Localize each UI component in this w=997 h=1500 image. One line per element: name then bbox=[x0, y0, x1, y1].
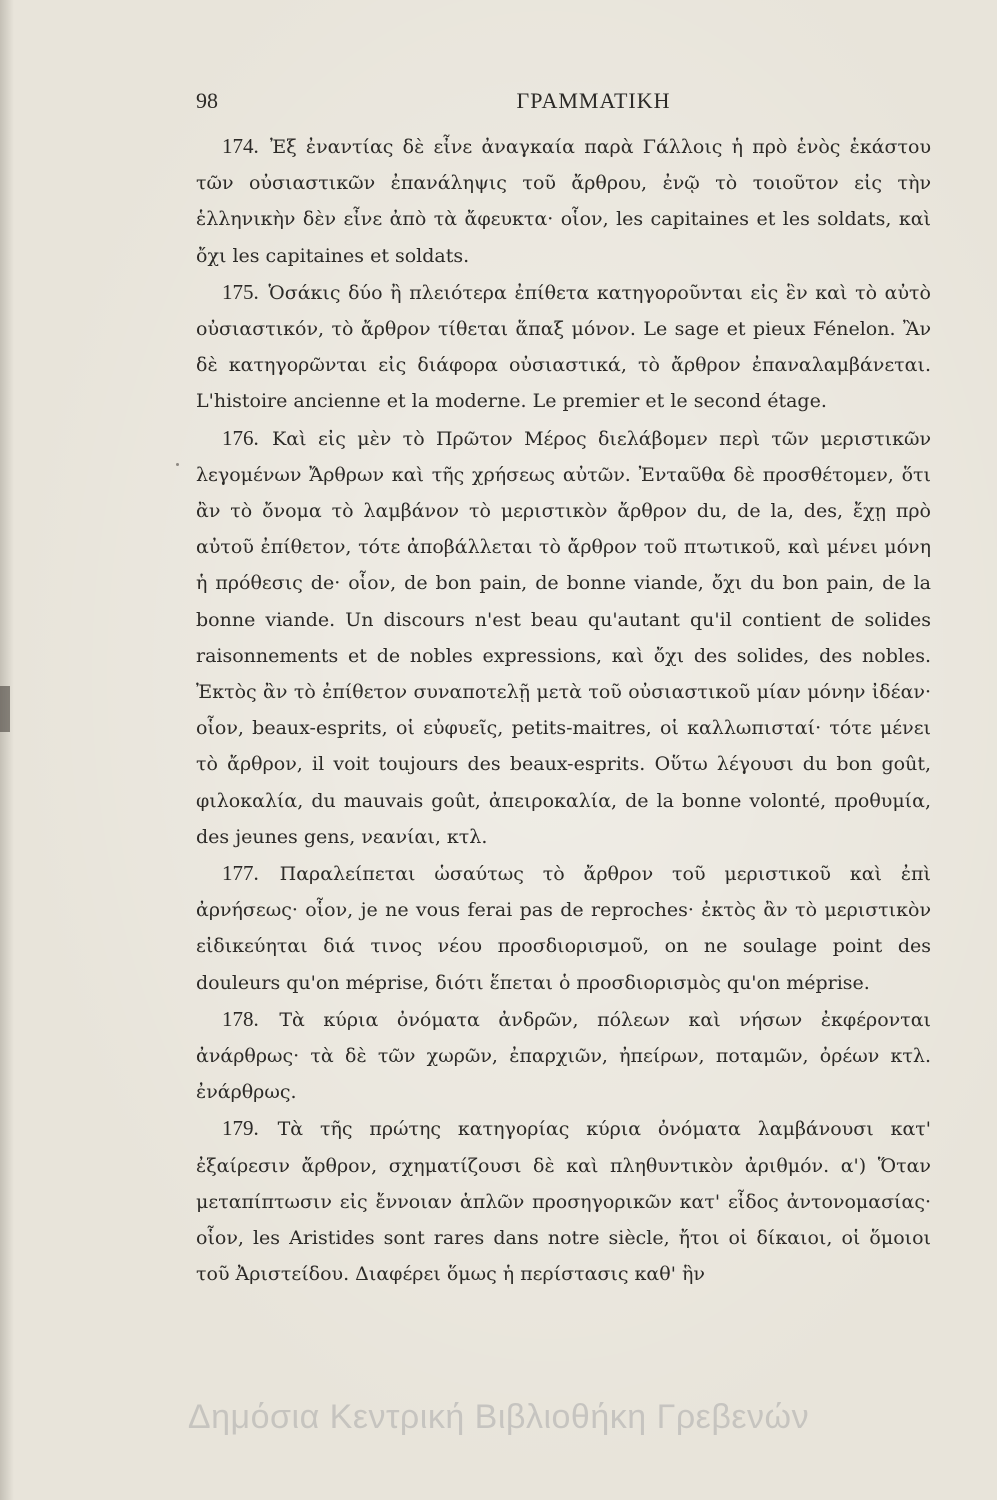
paragraph-text: Τὰ κύρια ὀνόματα ἀνδρῶν, πόλεων καὶ νήσων ἐκφέρονται ἀνάρθρως· τὰ δὲ τῶν χωρῶν, ἐπαρχιῶν, ἠπείρων, ποταμῶν, ὀρέων κτλ. ἐνάρθρως. bbox=[196, 1008, 931, 1104]
page-header bbox=[196, 88, 931, 118]
paragraph-text: Τὰ τῆς πρώτης κατηγορίας κύρια ὀνόματα λαμβάνουσι κατ' ἐξαίρεσιν ἄρθρον, σχηματίζουσι δὲ καὶ πληθυντικὸν ἀριθμόν. α') Ὅταν μεταπίπτωσιν εἰς ἔννοιαν ἁπλῶν προσηγορικῶν κατ' εἶδος ἀντονομασίας· οἷον, les Aristides sont rares dans notre siècle, ἤτοι οἱ δίκαιοι, οἱ ὅμοιοι τοῦ Ἀριστείδου. Διαφέρει ὅμως ἡ περίστασις καθ' ἣν bbox=[196, 1118, 932, 1286]
paragraph-text: Ἐξ ἐναντίας δὲ εἶνε ἀναγκαία παρὰ Γάλλοις ἡ πρὸ ἑνὸς ἑκάστου τῶν οὐσιαστικῶν ἐπανάληψις τοῦ ἄρθρου, ἐνῷ τὸ τοιοῦτον εἰς τὴν ἑλληνικὴν δὲν εἶνε ἀπὸ τὰ ἄφευκτα· οἷον, les capitaines et les soldats, καὶ ὄχι les capitaines et soldats. bbox=[196, 136, 931, 267]
paragraph-text: Ὁσάκις δύο ἢ πλειότερα ἐπίθετα κατηγοροῦνται εἰς ἓν καὶ τὸ αὐτὸ οὐσιαστικόν, τὸ ἄρθρον τίθεται ἅπαξ μόνον. Le sage et pieux Fénelon. Ἂν δὲ κατηγορῶνται εἰς διάφορα οὐσιαστικά, τὸ ἄρθρον ἐπαναλαμβάνεται. L'histoire ancienne et la moderne. Le premier et le second étage. bbox=[196, 281, 932, 413]
section-number: 174. bbox=[222, 134, 259, 158]
page-edge-shadow bbox=[0, 0, 14, 1500]
section-number: 177. bbox=[222, 861, 259, 886]
page-number: 98 bbox=[196, 88, 218, 113]
ink-speck bbox=[176, 463, 179, 466]
paragraph-176 bbox=[196, 420, 931, 855]
section-number: 176. bbox=[222, 425, 259, 450]
paragraph-text: Καὶ εἰς μὲν τὸ Πρῶτον Μέρος διελάβομεν περὶ τῶν μεριστικῶν λεγομένων Ἄρθρων καὶ τῆς χρήσεως αὐτῶν. Ἐνταῦθα δὲ προσθέτομεν, ὅτι ἂν τὸ ὄνομα τὸ λαμβάνον τὸ μεριστικὸν ἄρθρον du, de la, des, ἔχῃ πρὸ αὐτοῦ ἐπίθετον, τότε ἀποβάλλεται τὸ ἄρθρον τοῦ πτωτικοῦ, καὶ μένει μόνη ἡ πρόθεσις de· οἷον, de bon pain, de bonne viande, ὄχι du bon pain, de la bonne viande. Un discours n'est beau qu'autant qu'il contient de solides raisonnements et de nobles expressions, καὶ ὄχι des solides, des nobles. Ἐκτὸς ἂν τὸ ἐπίθετον συναποτελῇ μετὰ τοῦ οὐσιαστικοῦ μίαν μόνην ἰδέαν· οἷον, beaux-esprits, οἱ εὐφυεῖς, petits-maitres, οἱ καλλωπισταί· τότε μένει τὸ ἄρθρον, il voit toujours des beaux-esprits. Οὕτω λέγουσι du bon goût, φιλοκαλία, du mauvais goût, ἀπειροκαλία, de la bonne volonté, προθυμία, des jeunes gens, νεανίαι, κτλ. bbox=[196, 427, 931, 848]
running-title: ΓΡΑΜΜΑΤΙΚΗ bbox=[516, 88, 671, 113]
library-watermark: Δημόσια Κεντρική Βιβλιοθήκη Γρεβενών bbox=[187, 1398, 810, 1436]
paragraph-174 bbox=[196, 128, 931, 274]
paragraph-178 bbox=[196, 1001, 931, 1111]
paragraph-179 bbox=[196, 1110, 931, 1292]
paragraph-175 bbox=[196, 274, 931, 420]
paragraph-text: Παραλείπεται ὡσαύτως τὸ ἄρθρον τοῦ μεριστικοῦ καὶ ἐπὶ ἀρνήσεως· οἷον, je ne vous ferai pas de reproches· ἐκτὸς ἂν τὸ μεριστικὸν εἰδικεύηται διά τινος νέου προσδιορισμοῦ, on ne soulage point des douleurs qu'on méprise, διότι ἕπεται ὁ προσδιορισμὸς qu'on méprise. bbox=[196, 863, 931, 994]
paragraph-177 bbox=[196, 855, 931, 1001]
section-number: 178. bbox=[222, 1006, 259, 1031]
section-number: 175. bbox=[222, 279, 259, 304]
section-number: 179. bbox=[222, 1116, 259, 1141]
binding-mark bbox=[0, 686, 10, 732]
body-text bbox=[196, 128, 931, 1293]
